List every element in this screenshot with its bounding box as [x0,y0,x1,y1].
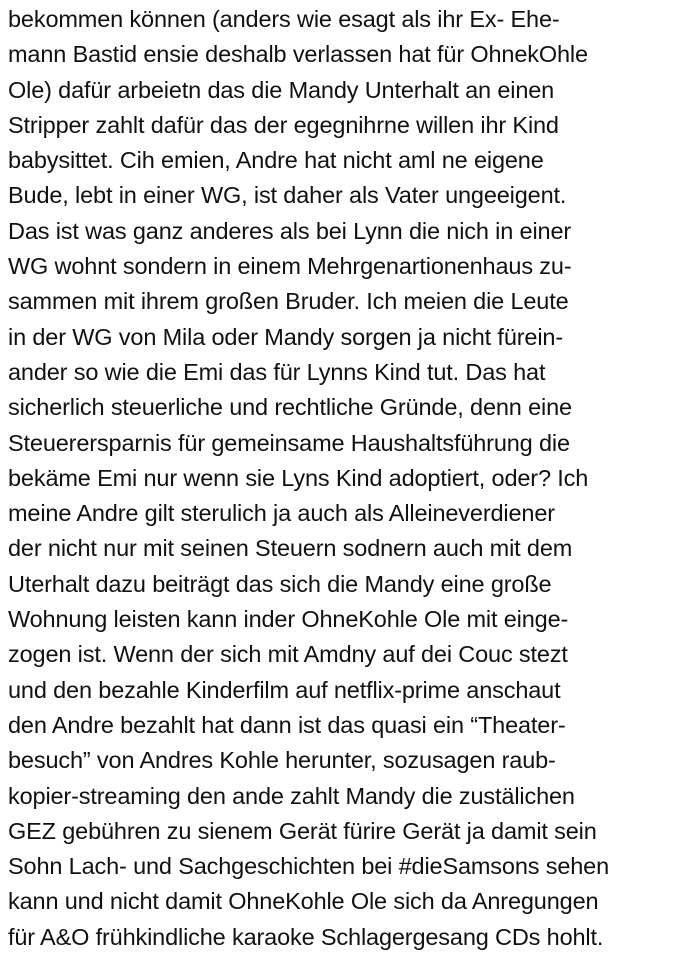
text-line: besuch” von Andres Kohle herunter, sozusagen raub- [8,747,556,774]
text-line: in der WG von Mila oder Mandy sorgen ja nicht fürein- [8,323,563,350]
text-line: Sohn Lach- und Sachgeschichten bei #dieSamsons sehen [8,853,610,880]
text-line: babysittet. Cih emien, Andre hat nicht aml ne eigene [8,147,544,174]
text-line: sicherlich steuerliche und rechtliche Gründe, denn eine [8,394,572,421]
text-line: Uterhalt dazu beiträgt das sich die Mandy eine große [8,570,552,597]
text-line: Ole) dafür arbeietn das die Mandy Unterhalt an einen [8,76,555,103]
text-line: Wohnung leisten kann inder OhneKohle Ole mit einge- [8,606,569,633]
text-line: der nicht nur mit seinen Steuern sodnern auch mit dem [8,535,573,562]
text-line: und den bezahle Kinderfilm auf netflix-prime anschaut [8,676,561,703]
text-line: Steuerersparnis für gemeinsame Haushaltsführung die [8,429,570,456]
text-line: meine Andre gilt sterulich ja auch als Alleineverdiener [8,500,555,527]
text-line: Stripper zahlt dafür das der egegnihrne willen ihr Kind [8,111,559,138]
text-line: bekommen können (anders wie esagt als ihr Ex- Ehe- [8,6,560,32]
text-line: Bude, lebt in einer WG, ist daher als Vater ungeeigent. [8,182,567,209]
text-line: den Andre bezahlt hat dann ist das quasi ein “Theater- [8,711,566,738]
text-line: sammen mit ihrem großen Bruder. Ich meien die Leute [8,288,569,315]
text-line: kopier-streaming den ande zahlt Mandy die zustälichen [8,782,575,809]
text-line: bekäme Emi nur wenn sie Lyns Kind adoptiert, oder? Ich [8,464,589,491]
text-line: mann Bastid ensie deshalb verlassen hat für OhnekOhle [8,41,588,68]
text-line: für A&O frühkindliche karaoke Schlagergesang CDs hohlt. [8,923,604,950]
body-text [8,2,680,955]
text-line: zogen ist. Wenn der sich mit Amdny auf dei Couc stezt [8,641,568,668]
text-line: ander so wie die Emi das für Lynns Kind tut. Das hat [8,358,546,385]
text-line: kann und nicht damit OhneKohle Ole sich da Anregungen [8,888,599,915]
text-line: Das ist was ganz anderes als bei Lynn die nich in einer [8,217,572,244]
text-line: GEZ gebühren zu sienem Gerät fürire Gerät ja damit sein [8,817,597,844]
text-line: WG wohnt sondern in einem Mehrgenartionenhaus zu- [8,253,572,280]
